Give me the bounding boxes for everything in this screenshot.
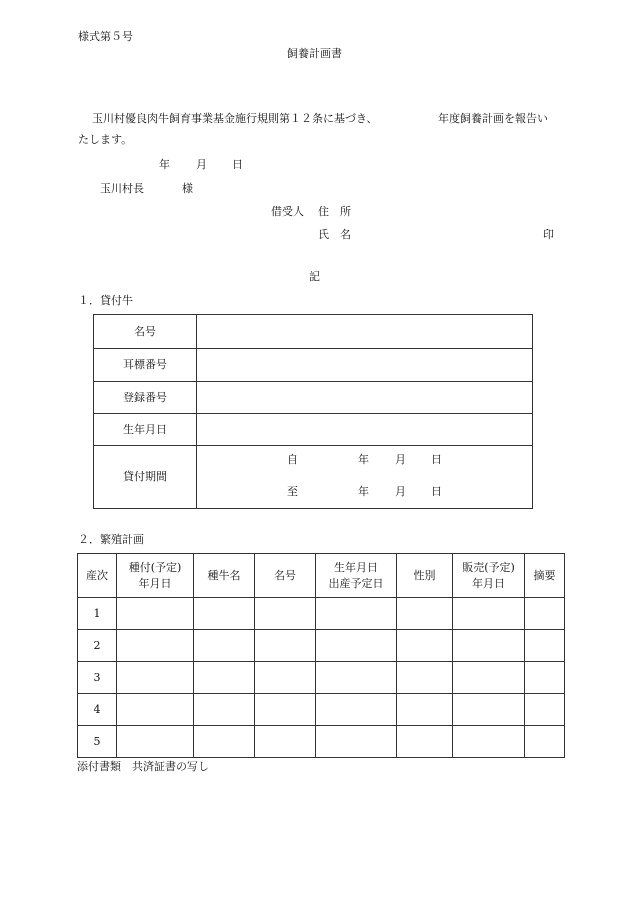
table-row [94, 349, 533, 382]
data-cell [194, 726, 255, 758]
addressee-name: 玉川村長 [100, 182, 144, 195]
header-sex: 性別 [397, 554, 453, 598]
data-cell [397, 694, 453, 726]
header-sire: 種牛名 [194, 554, 255, 598]
table-row [94, 446, 533, 509]
header-name: 名号 [255, 554, 316, 598]
period-from-day: 日 [431, 453, 442, 466]
data-cell [117, 598, 194, 630]
table-row [78, 662, 565, 694]
period-from-label: 自 [287, 453, 298, 466]
table-row [94, 315, 533, 349]
data-cell [255, 694, 316, 726]
header-breeding-date [117, 554, 194, 598]
data-cell [525, 630, 565, 662]
period-to-label: 至 [287, 485, 298, 498]
table-row [78, 726, 565, 758]
data-cell [316, 630, 397, 662]
table-row [94, 414, 533, 446]
row-label-birthdate: 生年月日 [94, 414, 197, 446]
attachment-note: 添付書類 共済証書の写し [77, 760, 209, 773]
data-cell [194, 598, 255, 630]
data-cell [525, 726, 565, 758]
data-cell [525, 662, 565, 694]
header-sale-date [453, 554, 525, 598]
cattle-name-value [197, 315, 533, 349]
period-from-month: 月 [395, 453, 406, 466]
row-label-loan-period: 貸付期間 [94, 446, 197, 509]
data-cell [453, 694, 525, 726]
data-cell [255, 726, 316, 758]
loan-cattle-table [93, 314, 533, 509]
header-remarks: 摘要 [525, 554, 565, 598]
data-cell [316, 726, 397, 758]
date-year-label: 年 [159, 158, 170, 171]
date-month-label: 月 [196, 158, 207, 171]
data-cell [397, 630, 453, 662]
order-cell: 1 [78, 598, 117, 630]
row-label-registration: 登録番号 [94, 382, 197, 414]
registration-value [197, 382, 533, 414]
intro-text-line2: たします。 [78, 133, 133, 146]
data-cell [117, 662, 194, 694]
intro-text-part1: 玉川村優良肉牛飼育事業基金施行規則第１２条に基づき、 [92, 112, 378, 125]
data-cell [117, 694, 194, 726]
data-cell [194, 694, 255, 726]
data-cell [316, 694, 397, 726]
data-cell [316, 662, 397, 694]
data-cell [397, 726, 453, 758]
header-breeding-date-line2: 年月日 [138, 576, 172, 590]
order-cell: 4 [78, 694, 117, 726]
data-cell [453, 726, 525, 758]
data-cell [397, 598, 453, 630]
data-cell [525, 598, 565, 630]
period-to-month: 月 [395, 485, 406, 498]
data-cell [453, 598, 525, 630]
name-label: 氏 名 [318, 228, 351, 241]
seal-mark: 印 [543, 228, 554, 241]
data-cell [316, 598, 397, 630]
data-cell [255, 662, 316, 694]
form-number: 様式第５号 [78, 30, 133, 43]
addressee-honorific: 様 [182, 182, 193, 195]
header-birth-date-line1: 生年月日 [334, 560, 378, 574]
data-cell [117, 726, 194, 758]
header-order: 産次 [78, 554, 117, 598]
data-cell [397, 662, 453, 694]
table-header-row [78, 554, 565, 598]
data-cell [525, 694, 565, 726]
header-sale-date-line1: 販売(予定) [462, 560, 515, 574]
intro-text-part2: 年度飼養計画を報告い [438, 112, 548, 125]
data-cell [117, 630, 194, 662]
header-birth-date [316, 554, 397, 598]
header-birth-date-line2: 出産予定日 [328, 576, 384, 590]
data-cell [453, 662, 525, 694]
data-cell [194, 662, 255, 694]
table-row [78, 598, 565, 630]
data-cell [453, 630, 525, 662]
data-cell [255, 630, 316, 662]
header-breeding-date-line1: 種付(予定) [128, 560, 182, 574]
data-cell [194, 630, 255, 662]
birthdate-value [197, 414, 533, 446]
period-from-year: 年 [358, 453, 369, 466]
row-label-ear-tag: 耳標番号 [94, 349, 197, 382]
table-row [78, 694, 565, 726]
section1-heading: １．貸付牛 [78, 294, 133, 307]
ear-tag-value [197, 349, 533, 382]
row-label-name: 名号 [94, 315, 197, 349]
address-label: 住 所 [318, 205, 351, 218]
borrower-label: 借受人 [271, 205, 304, 218]
period-to-year: 年 [358, 485, 369, 498]
data-cell [255, 598, 316, 630]
section2-heading: ２．繁殖計画 [78, 533, 144, 546]
header-sale-date-line2: 年月日 [472, 576, 505, 590]
order-cell: 3 [78, 662, 117, 694]
order-cell: 2 [78, 630, 117, 662]
ki-heading: 記 [309, 270, 320, 283]
date-day-label: 日 [232, 158, 243, 171]
table-row [94, 382, 533, 414]
period-to-day: 日 [431, 485, 442, 498]
breeding-plan-table [77, 553, 565, 758]
page-title: 飼養計画書 [287, 47, 342, 60]
order-cell: 5 [78, 726, 117, 758]
table-row [78, 630, 565, 662]
